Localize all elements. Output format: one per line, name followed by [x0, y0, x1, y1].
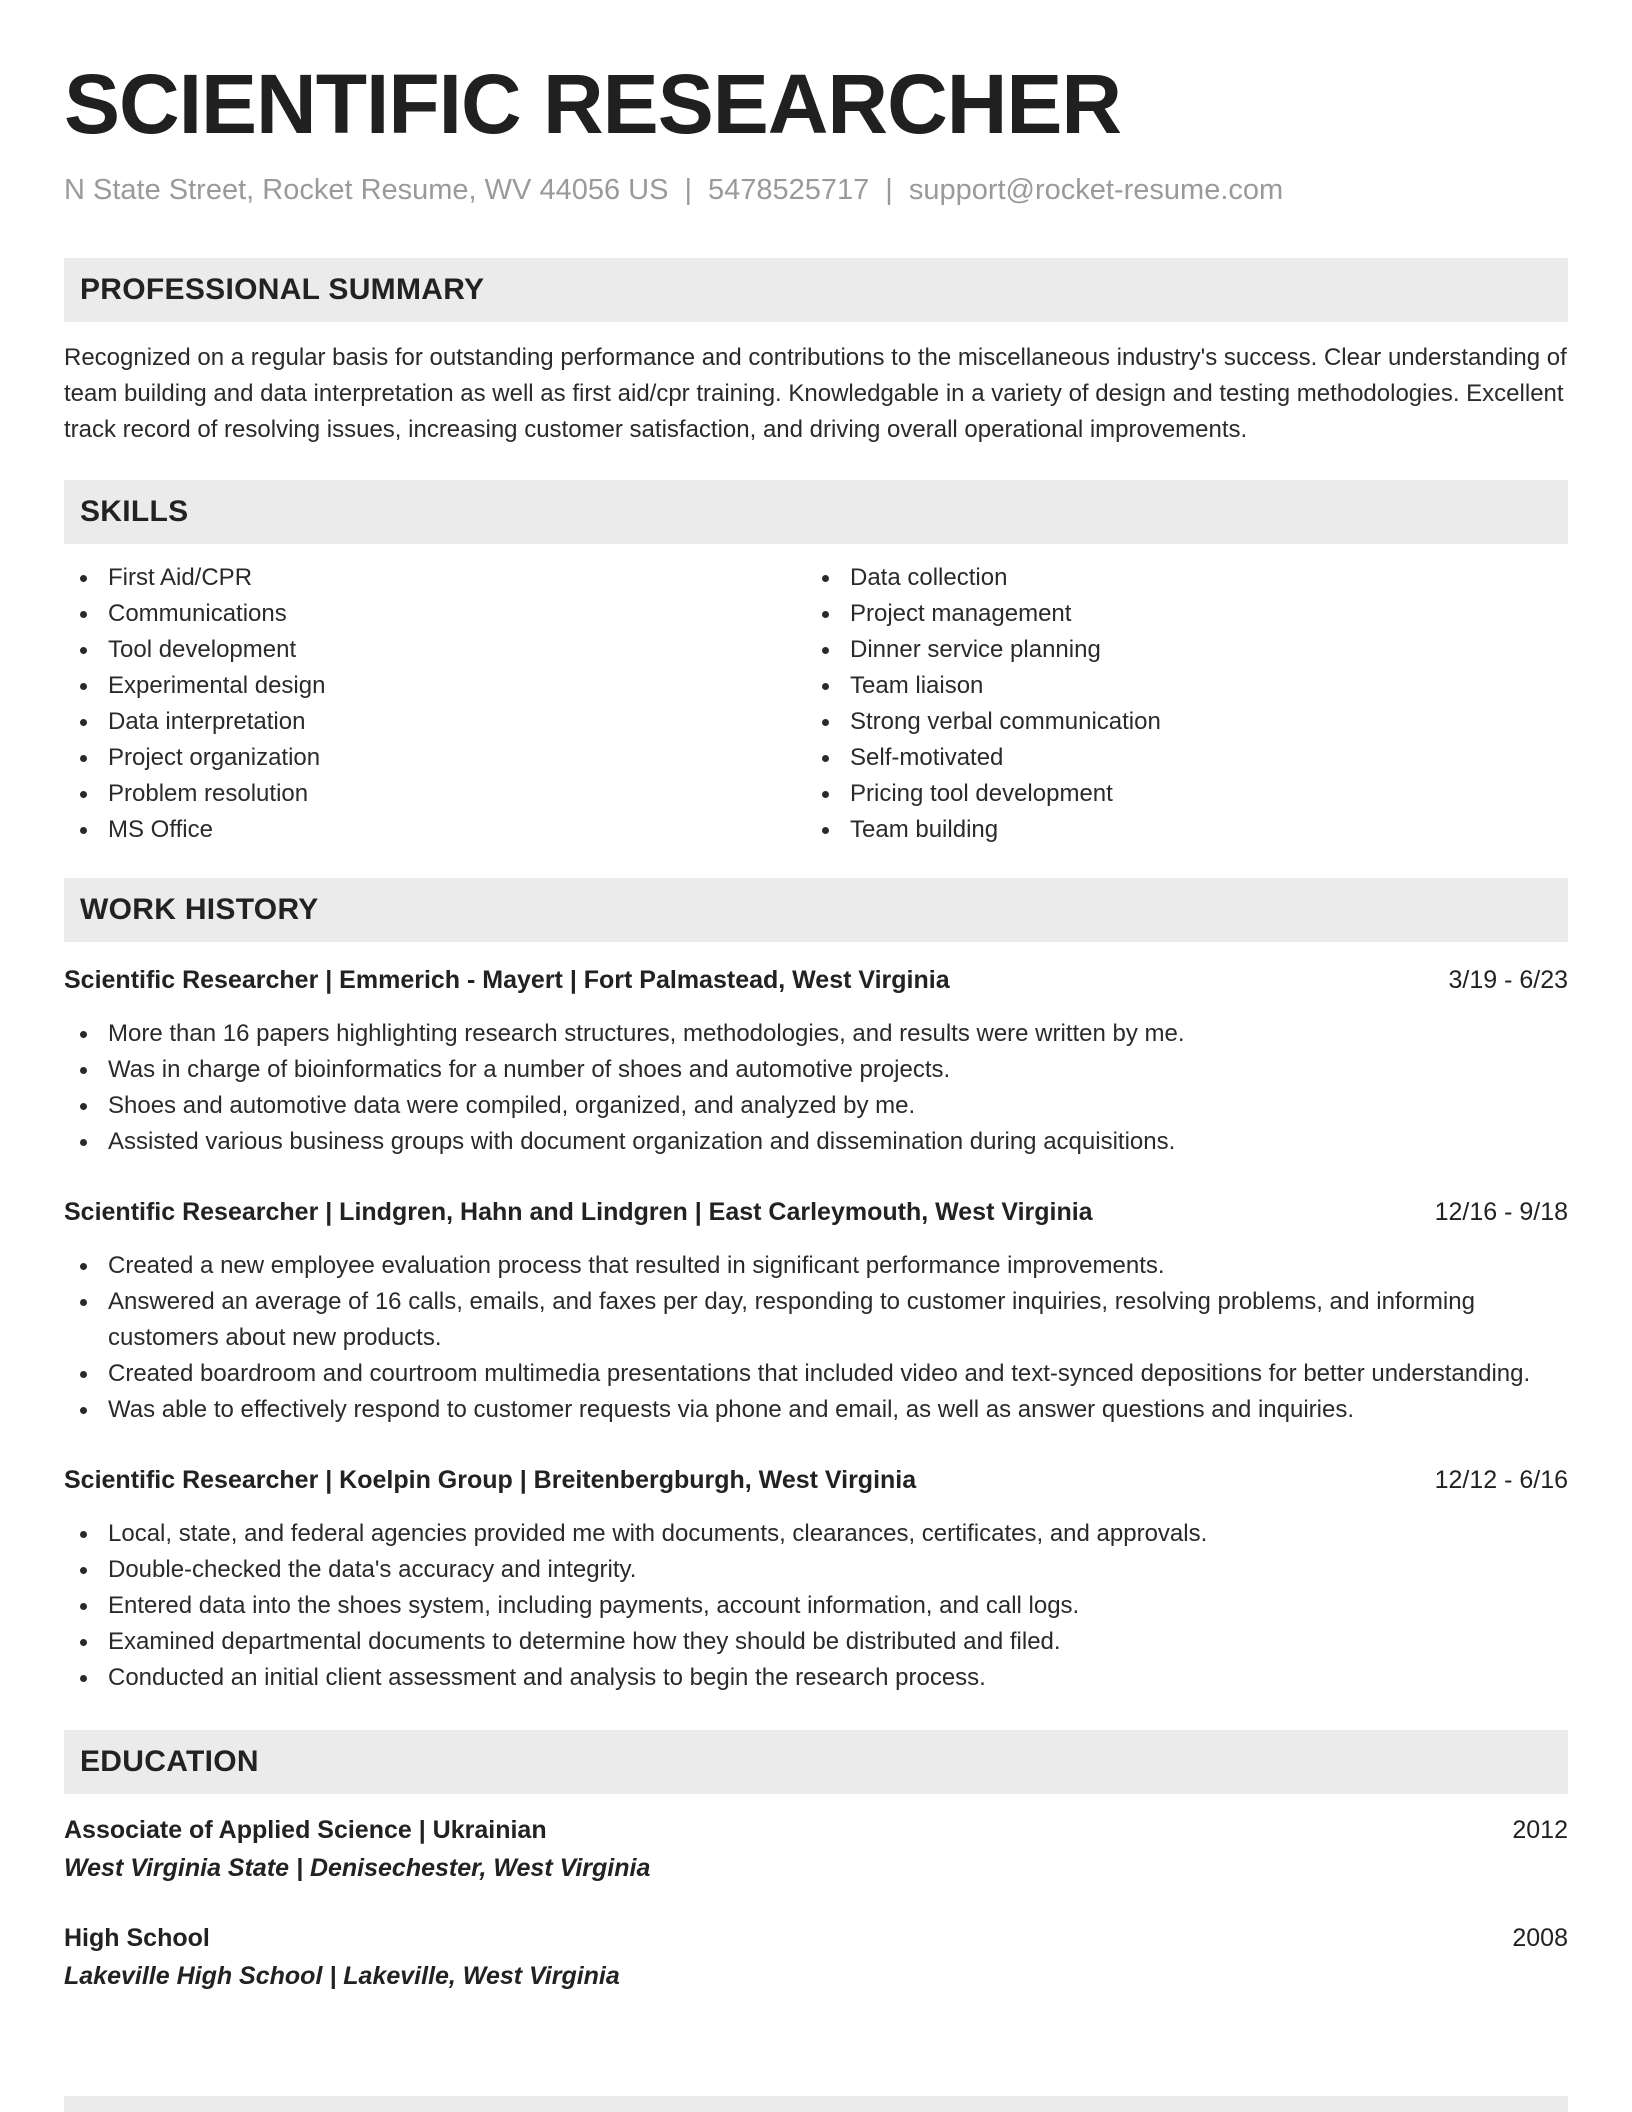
education-heading-row: [64, 1920, 1568, 1956]
job-bullet: More than 16 papers highlighting research structures, methodologies, and results were written by me.: [64, 1016, 1568, 1052]
education-year: 2008: [1512, 1924, 1568, 1952]
skill-item: Dinner service planning: [806, 632, 1548, 668]
job-bullet: Was in charge of bioinformatics for a number of shoes and automotive projects.: [64, 1052, 1568, 1088]
job-title: Scientific Researcher | Emmerich - Mayert | Fort Palmastead, West Virginia: [64, 966, 950, 994]
skill-item: Strong verbal communication: [806, 704, 1548, 740]
job-entry: [64, 962, 1568, 1160]
job-bullets: [64, 1516, 1568, 1696]
skill-item: Team liaison: [806, 668, 1548, 704]
skill-item: First Aid/CPR: [64, 560, 806, 596]
skill-item: Communications: [64, 596, 806, 632]
education-heading-row: [64, 1812, 1568, 1848]
skill-item: Self-motivated: [806, 740, 1548, 776]
job-bullet: Double-checked the data's accuracy and integrity.: [64, 1552, 1568, 1588]
education-degree: Associate of Applied Science | Ukrainian: [64, 1816, 547, 1844]
job-bullet: Entered data into the shoes system, including payments, account information, and call logs.: [64, 1588, 1568, 1624]
job-bullets: [64, 1016, 1568, 1160]
skills-list: [64, 560, 1568, 848]
job-dates: 12/12 - 6/16: [1434, 1466, 1568, 1494]
section-header-skills: SKILLS: [64, 480, 1568, 544]
job-entry: [64, 1462, 1568, 1696]
skill-item: MS Office: [64, 812, 806, 848]
job-heading-row: [64, 1194, 1568, 1230]
job-bullet: Answered an average of 16 calls, emails, and faxes per day, responding to customer inquiries, resolving problems, and informing customers about new products.: [64, 1284, 1568, 1356]
skills-column-right: [806, 560, 1548, 848]
education-year: 2012: [1512, 1816, 1568, 1844]
job-bullet: Local, state, and federal agencies provided me with documents, clearances, certificates, and approvals.: [64, 1516, 1568, 1552]
section-header-work-history: WORK HISTORY: [64, 878, 1568, 942]
contact-phone: 5478525717: [707, 174, 870, 206]
job-entry: [64, 1194, 1568, 1428]
education-school: West Virginia State | Denisechester, West Virginia: [64, 1854, 651, 1882]
skill-item: Data interpretation: [64, 704, 806, 740]
job-bullet: Created boardroom and courtroom multimedia presentations that included video and text-synced depositions for better understanding.: [64, 1356, 1568, 1392]
education-school: Lakeville High School | Lakeville, West Virginia: [64, 1962, 620, 1990]
skill-item: Tool development: [64, 632, 806, 668]
education-entry: [64, 1920, 1568, 1996]
job-bullet: Shoes and automotive data were compiled, organized, and analyzed by me.: [64, 1088, 1568, 1124]
contact-email: support@rocket-resume.com: [908, 174, 1284, 206]
job-bullet: Examined departmental documents to determine how they should be distributed and filed.: [64, 1624, 1568, 1660]
candidate-name: SCIENTIFIC RESEARCHER: [64, 57, 1122, 151]
job-heading-row: [64, 1462, 1568, 1498]
skill-item: Data collection: [806, 560, 1548, 596]
job-dates: 12/16 - 9/18: [1434, 1198, 1568, 1226]
skill-item: Pricing tool development: [806, 776, 1548, 812]
job-title: Scientific Researcher | Koelpin Group | Breitenbergburgh, West Virginia: [64, 1466, 917, 1494]
skill-item: Experimental design: [64, 668, 806, 704]
skill-item: Project organization: [64, 740, 806, 776]
contact-separator: |: [684, 174, 692, 206]
job-bullet: Created a new employee evaluation process that resulted in significant performance improvements.: [64, 1248, 1568, 1284]
next-section-header-bar: [64, 2096, 1568, 2112]
contact-line: [64, 172, 1568, 208]
job-dates: 3/19 - 6/23: [1448, 966, 1568, 994]
section-header-summary: PROFESSIONAL SUMMARY: [64, 258, 1568, 322]
education-entry: [64, 1812, 1568, 1888]
skill-item: Problem resolution: [64, 776, 806, 812]
skill-item: Project management: [806, 596, 1548, 632]
skills-column-left: [64, 560, 806, 848]
contact-address: N State Street, Rocket Resume, WV 44056 US: [64, 174, 669, 206]
job-heading-row: [64, 962, 1568, 998]
contact-separator: |: [885, 174, 893, 206]
job-bullet: Was able to effectively respond to customer requests via phone and email, as well as answer questions and inquiries.: [64, 1392, 1568, 1428]
job-title: Scientific Researcher | Lindgren, Hahn and Lindgren | East Carleymouth, West Virginia: [64, 1198, 1093, 1226]
job-bullet: Conducted an initial client assessment and analysis to begin the research process.: [64, 1660, 1568, 1696]
section-header-education: EDUCATION: [64, 1730, 1568, 1794]
job-bullets: [64, 1248, 1568, 1428]
job-bullet: Assisted various business groups with document organization and dissemination during acquisitions.: [64, 1124, 1568, 1160]
summary-text: Recognized on a regular basis for outstanding performance and contributions to the miscellaneous industry's success. Clear understanding of team building and data interpretation as well as first aid/cpr training. Knowledgable in a variety of design and testing methodologies. Excellent track record of resolving issues, increasing customer satisfaction, and driving overall operational improvements.: [64, 344, 1567, 443]
skill-item: Team building: [806, 812, 1548, 848]
education-degree: High School: [64, 1924, 210, 1952]
